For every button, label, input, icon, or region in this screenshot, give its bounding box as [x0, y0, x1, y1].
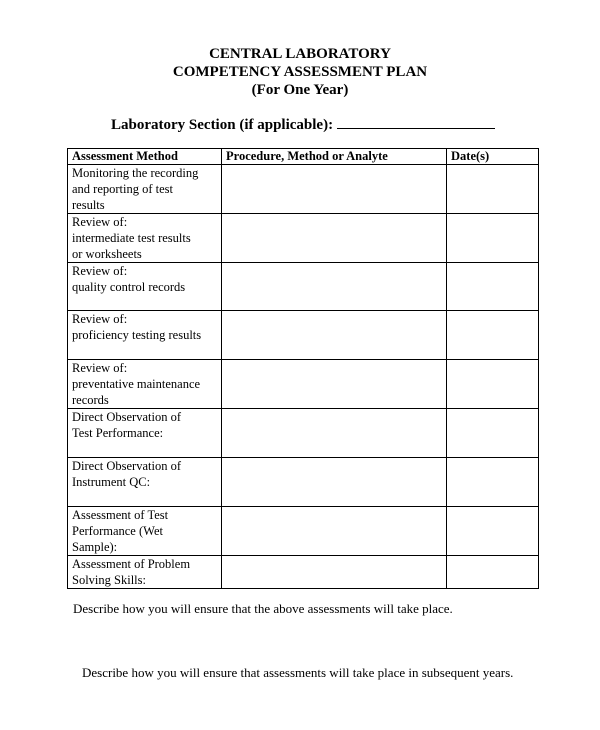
assessment-method-cell	[68, 458, 222, 507]
procedure-cell[interactable]	[222, 507, 447, 556]
cell-line: Assessment of Problem	[72, 557, 191, 571]
assessment-method-cell	[68, 409, 222, 458]
cell-line: Direct Observation of	[72, 459, 181, 473]
table-row	[68, 507, 539, 556]
cell-line: Review of:	[72, 361, 128, 375]
cell-line: preventative maintenance	[72, 377, 201, 391]
dates-cell[interactable]	[447, 507, 539, 556]
procedure-cell[interactable]	[222, 214, 447, 263]
col-header-assessment-method: Assessment Method	[68, 149, 222, 165]
procedure-cell[interactable]	[222, 165, 447, 214]
cell-line: Monitoring the recording	[72, 166, 199, 180]
dates-cell[interactable]	[447, 409, 539, 458]
procedure-cell[interactable]	[222, 311, 447, 360]
dates-cell[interactable]	[447, 311, 539, 360]
cell-line: Direct Observation of	[72, 410, 181, 424]
assessment-method-cell	[68, 263, 222, 311]
assessment-method-cell	[68, 311, 222, 360]
assessment-method-cell	[68, 214, 222, 263]
cell-line: or worksheets	[72, 247, 142, 261]
cell-line: Review of:	[72, 215, 128, 229]
dates-cell[interactable]	[447, 556, 539, 589]
table-row	[68, 360, 539, 409]
title-line-2: COMPETENCY ASSESSMENT PLAN	[172, 64, 428, 80]
table-row	[68, 263, 539, 311]
procedure-cell[interactable]	[222, 409, 447, 458]
prompt-subsequent-years: Describe how you will ensure that assessments will take place in subsequent years.	[82, 665, 514, 680]
dates-cell[interactable]	[447, 263, 539, 311]
table-header-row	[68, 149, 539, 165]
procedure-cell[interactable]	[222, 263, 447, 311]
lab-section-field	[111, 114, 495, 134]
table-row	[68, 409, 539, 458]
procedure-cell[interactable]	[222, 360, 447, 409]
title-line-1: CENTRAL LABORATORY	[209, 46, 391, 62]
cell-line: and reporting of test	[72, 182, 174, 196]
cell-line: Solving Skills:	[72, 573, 146, 587]
table-row	[68, 214, 539, 263]
assessment-method-cell	[68, 556, 222, 589]
assessment-method-cell	[68, 165, 222, 214]
assessment-method-cell	[68, 360, 222, 409]
cell-line: Performance (Wet	[72, 524, 163, 538]
prompt-current-assessments: Describe how you will ensure that the above assessments will take place.	[73, 601, 453, 616]
table-row	[68, 165, 539, 214]
lab-section-blank[interactable]	[337, 114, 495, 129]
cell-line: results	[72, 198, 105, 212]
cell-line: intermediate test results	[72, 231, 191, 245]
dates-cell[interactable]	[447, 214, 539, 263]
cell-line: Review of:	[72, 264, 128, 278]
col-header-procedure: Procedure, Method or Analyte	[222, 149, 447, 165]
assessment-table	[67, 148, 539, 589]
cell-line: Review of:	[72, 312, 128, 326]
table-row	[68, 556, 539, 589]
col-header-dates: Date(s)	[447, 149, 539, 165]
dates-cell[interactable]	[447, 458, 539, 507]
table-row	[68, 311, 539, 360]
lab-section-label: Laboratory Section (if applicable):	[111, 117, 334, 133]
cell-line: records	[72, 393, 109, 407]
table-row	[68, 458, 539, 507]
cell-line: Assessment of Test	[72, 508, 169, 522]
procedure-cell[interactable]	[222, 556, 447, 589]
dates-cell[interactable]	[447, 360, 539, 409]
cell-line: proficiency testing results	[72, 328, 202, 342]
cell-line: Sample):	[72, 540, 118, 554]
cell-line: Test Performance:	[72, 426, 164, 440]
cell-line: Instrument QC:	[72, 475, 151, 489]
dates-cell[interactable]	[447, 165, 539, 214]
procedure-cell[interactable]	[222, 458, 447, 507]
assessment-method-cell	[68, 507, 222, 556]
cell-line: quality control records	[72, 280, 186, 294]
title-line-3: (For One Year)	[251, 82, 349, 98]
